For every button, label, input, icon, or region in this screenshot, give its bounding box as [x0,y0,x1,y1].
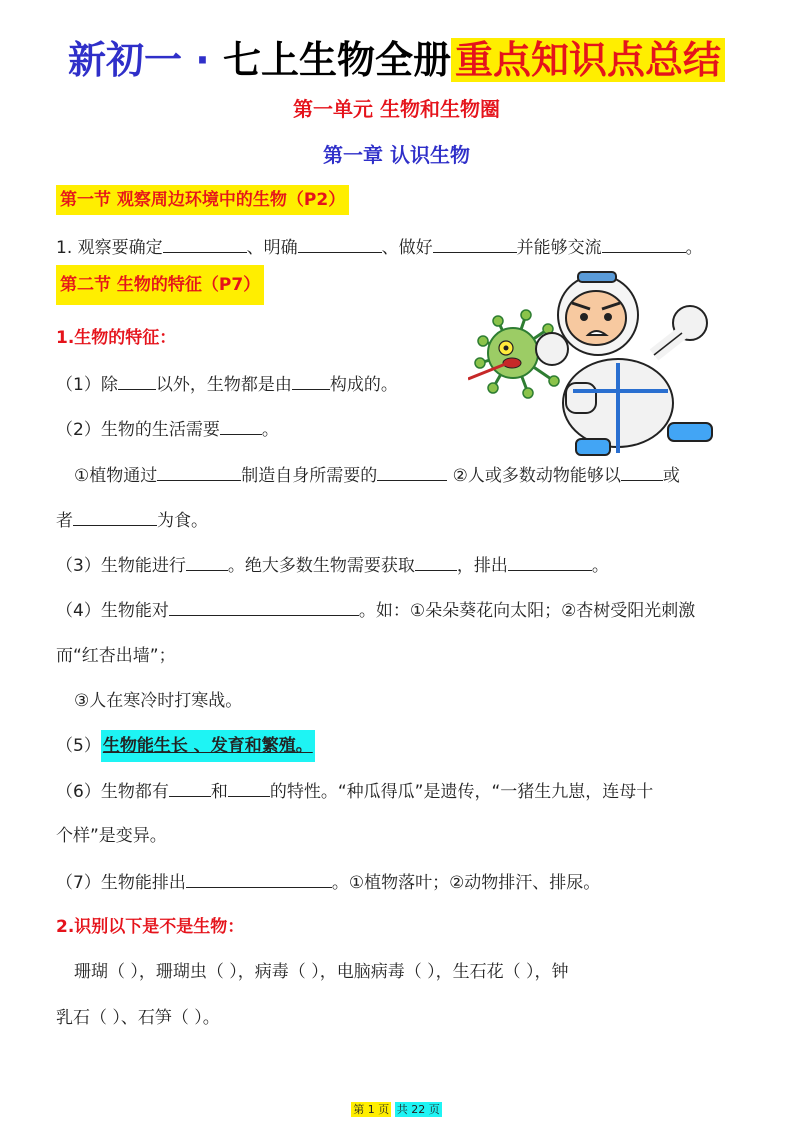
blank [186,552,228,571]
q1-text-b: 、明确 [246,238,298,258]
f3-text-a: （3）生物能进行 [56,556,186,576]
title-highlight: 重点知识点总结 [451,38,725,82]
page-footer [0,1102,793,1118]
f1-text-b: 以外，生物都是由 [155,375,292,395]
f3-text-c: ，排出 [456,556,508,576]
f1-text-a: （1）除 [56,375,118,395]
title-prefix: 新初一 · [68,38,223,82]
chapter-heading: 第一章 认识生物 [323,143,470,167]
f2x-text-a: ①植物通过 [74,466,158,486]
feature-2 [56,416,279,443]
blank [298,234,382,253]
blank [169,778,211,797]
feature-2-detail-line1 [74,462,680,489]
feature-2-detail-line2 [56,507,208,534]
blank [377,462,447,481]
page-title [0,34,793,86]
feature-4-line2: 而“红杏出墙”； [56,646,176,666]
blank [602,234,686,253]
f7-text-a: （7）生物能排出 [56,873,186,893]
blank [621,462,663,481]
title-main: 七上生物全册 [222,38,451,82]
feature-3 [56,552,609,579]
feature-7 [56,869,600,896]
feature-1 [56,371,398,398]
doctor-vs-virus-icon [468,263,730,459]
subheading-1: 1.生物的特征： [56,328,177,348]
f5-text-a: （5） [56,736,101,756]
f2x-text-e: 者 [56,511,73,531]
q1-text-e: 。 [685,238,703,258]
question-2-line1: 珊瑚（ ），珊瑚虫（ ），病毒（ ），电脑病毒（ ），生石花（ ），钟 [74,962,569,982]
blank [169,597,359,616]
q1-text-c: 、做好 [381,238,433,258]
blank [73,507,157,526]
blank [415,552,457,571]
page-number: 第 1 页 [353,1103,390,1116]
blank [228,778,270,797]
feature-4-line3: ③人在寒冷时打寒战。 [74,691,243,711]
f2x-text-f: 为食。 [157,511,208,531]
blank [220,416,262,435]
f6-text-a: （6）生物都有 [56,782,169,802]
f3-text-d: 。 [591,556,609,576]
blank [186,869,332,888]
f4-text-b: 。如：①朵朵葵花向太阳；②杏树受阳光刺激 [358,601,696,621]
blank [292,371,330,390]
q1-text-a: 1. 观察要确定 [56,238,163,258]
feature-5 [56,733,315,759]
f1-text-c: 构成的。 [329,375,398,395]
f6-text-b: 和 [210,782,228,802]
page-total: 共 22 页 [396,1103,440,1116]
unit-heading: 第一单元 生物和生物圈 [293,97,500,121]
section-1-heading: 第一节 观察周边环境中的生物（P2） [56,185,349,215]
blank [163,234,247,253]
feature-4-line1 [56,597,695,624]
f3-text-b: 。绝大多数生物需要获取 [227,556,415,576]
subheading-2: 2.识别以下是不是生物： [56,917,245,937]
f2-text-b: 。 [261,420,279,440]
f2x-text-d: 或 [662,466,680,486]
question-2-line2: 乳石（ ）、石笋（ ）。 [56,1008,220,1028]
f7-text-b: 。①植物落叶；②动物排汗、排尿。 [331,873,601,893]
blank [157,462,241,481]
section-2-heading: 第二节 生物的特征（P7） [56,265,264,305]
q1-text-d: 并能够交流 [516,238,602,258]
f2-text-a: （2）生物的生活需要 [56,420,220,440]
f4-text-a: （4）生物能对 [56,601,169,621]
blank [508,552,592,571]
feature-6-line1 [56,778,653,805]
f6-text-c: 的特性。“种瓜得瓜”是遗传，“一猪生九崽，连母十 [269,782,654,802]
f2x-text-c: ②人或多数动物能够以 [452,466,621,486]
highlighted-answer: 生物能生长 、发育和繁殖。 [101,730,315,762]
f2x-text-b: 制造自身所需要的 [241,466,378,486]
question-1 [56,234,703,261]
doctor-icon [536,272,712,455]
blank [118,371,156,390]
feature-6-line2: 个样”是变异。 [56,826,167,846]
blank [433,234,517,253]
